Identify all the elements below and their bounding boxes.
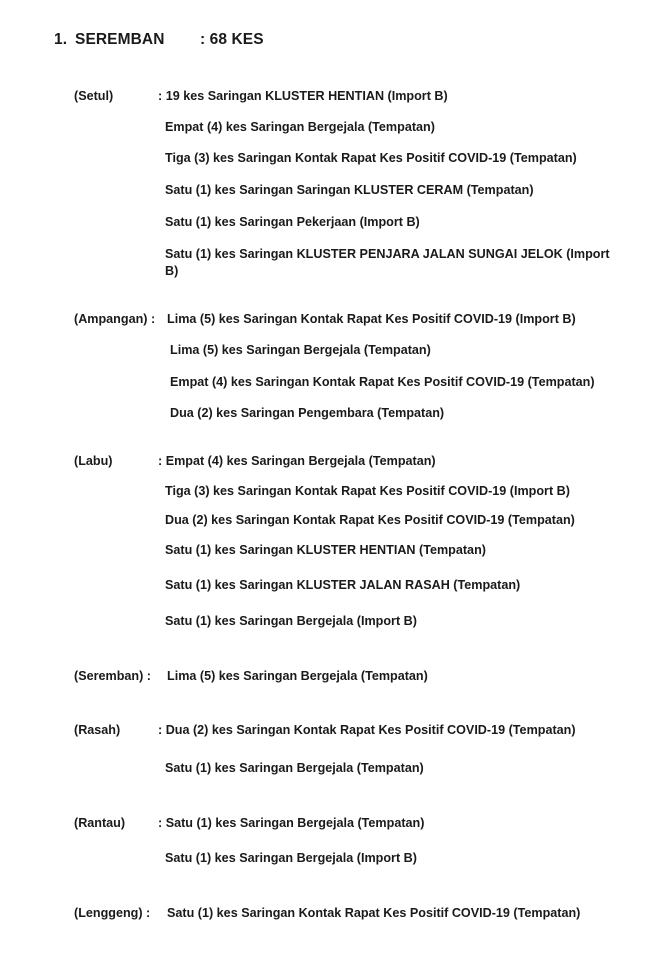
case-item: Satu (1) kes Saringan Bergejala (Import B): [165, 851, 417, 865]
area-label-ampangan: (Ampangan) :: [74, 312, 156, 326]
case-item: Empat (4) kes Saringan Kontak Rapat Kes Positif COVID-19 (Tempatan): [170, 375, 595, 389]
document-title: [54, 31, 264, 49]
area-label-rantau: (Rantau): [74, 816, 126, 830]
case-item: : 19 kes Saringan KLUSTER HENTIAN (Import B): [158, 89, 448, 103]
case-item: Dua (2) kes Saringan Pengembara (Tempatan): [170, 406, 445, 420]
case-item: Satu (1) kes Saringan Bergejala (Import B): [165, 614, 417, 628]
area-label-seremban: (Seremban) :: [74, 669, 151, 683]
area-label-setul: (Setul): [74, 89, 114, 103]
case-item: Satu (1) kes Saringan KLUSTER HENTIAN (Tempatan): [165, 543, 486, 557]
case-item: Tiga (3) kes Saringan Kontak Rapat Kes Positif COVID-19 (Tempatan): [165, 151, 577, 165]
case-item: Tiga (3) kes Saringan Kontak Rapat Kes Positif COVID-19 (Import B): [165, 484, 570, 498]
case-item: Lima (5) kes Saringan Bergejala (Tempatan): [170, 343, 431, 357]
case-item: Dua (2) kes Saringan Kontak Rapat Kes Positif COVID-19 (Tempatan): [165, 513, 575, 527]
area-label-labu: (Labu): [74, 454, 113, 468]
case-item: Satu (1) kes Saringan Bergejala (Tempatan): [165, 761, 424, 775]
case-item: Empat (4) kes Saringan Bergejala (Tempatan): [165, 120, 435, 134]
case-item: Satu (1) kes Saringan Saringan KLUSTER CERAM (Tempatan): [165, 183, 534, 197]
case-item: Satu (1) kes Saringan Kontak Rapat Kes Positif COVID-19 (Tempatan): [167, 906, 581, 920]
case-item: : Dua (2) kes Saringan Kontak Rapat Kes Positif COVID-19 (Tempatan): [158, 723, 576, 737]
case-item: : Satu (1) kes Saringan Bergejala (Tempatan): [158, 816, 425, 830]
title-number: 1.: [54, 31, 68, 48]
case-item: Satu (1) kes Saringan Pekerjaan (Import B): [165, 215, 420, 229]
case-item: Lima (5) kes Saringan Kontak Rapat Kes Positif COVID-19 (Import B): [167, 312, 576, 326]
area-label-lenggeng: (Lenggeng) :: [74, 906, 151, 920]
case-item: Satu (1) kes Saringan KLUSTER PENJARA JALAN SUNGAI JELOK (Import B): [165, 247, 610, 278]
title-total: : 68 KES: [200, 31, 264, 48]
area-label-rasah: (Rasah): [74, 723, 121, 737]
title-district: SEREMBAN: [75, 31, 165, 48]
case-item: Lima (5) kes Saringan Bergejala (Tempatan): [167, 669, 428, 683]
case-item: : Empat (4) kes Saringan Bergejala (Tempatan): [158, 454, 436, 468]
case-item: Satu (1) kes Saringan KLUSTER JALAN RASAH (Tempatan): [165, 578, 521, 592]
